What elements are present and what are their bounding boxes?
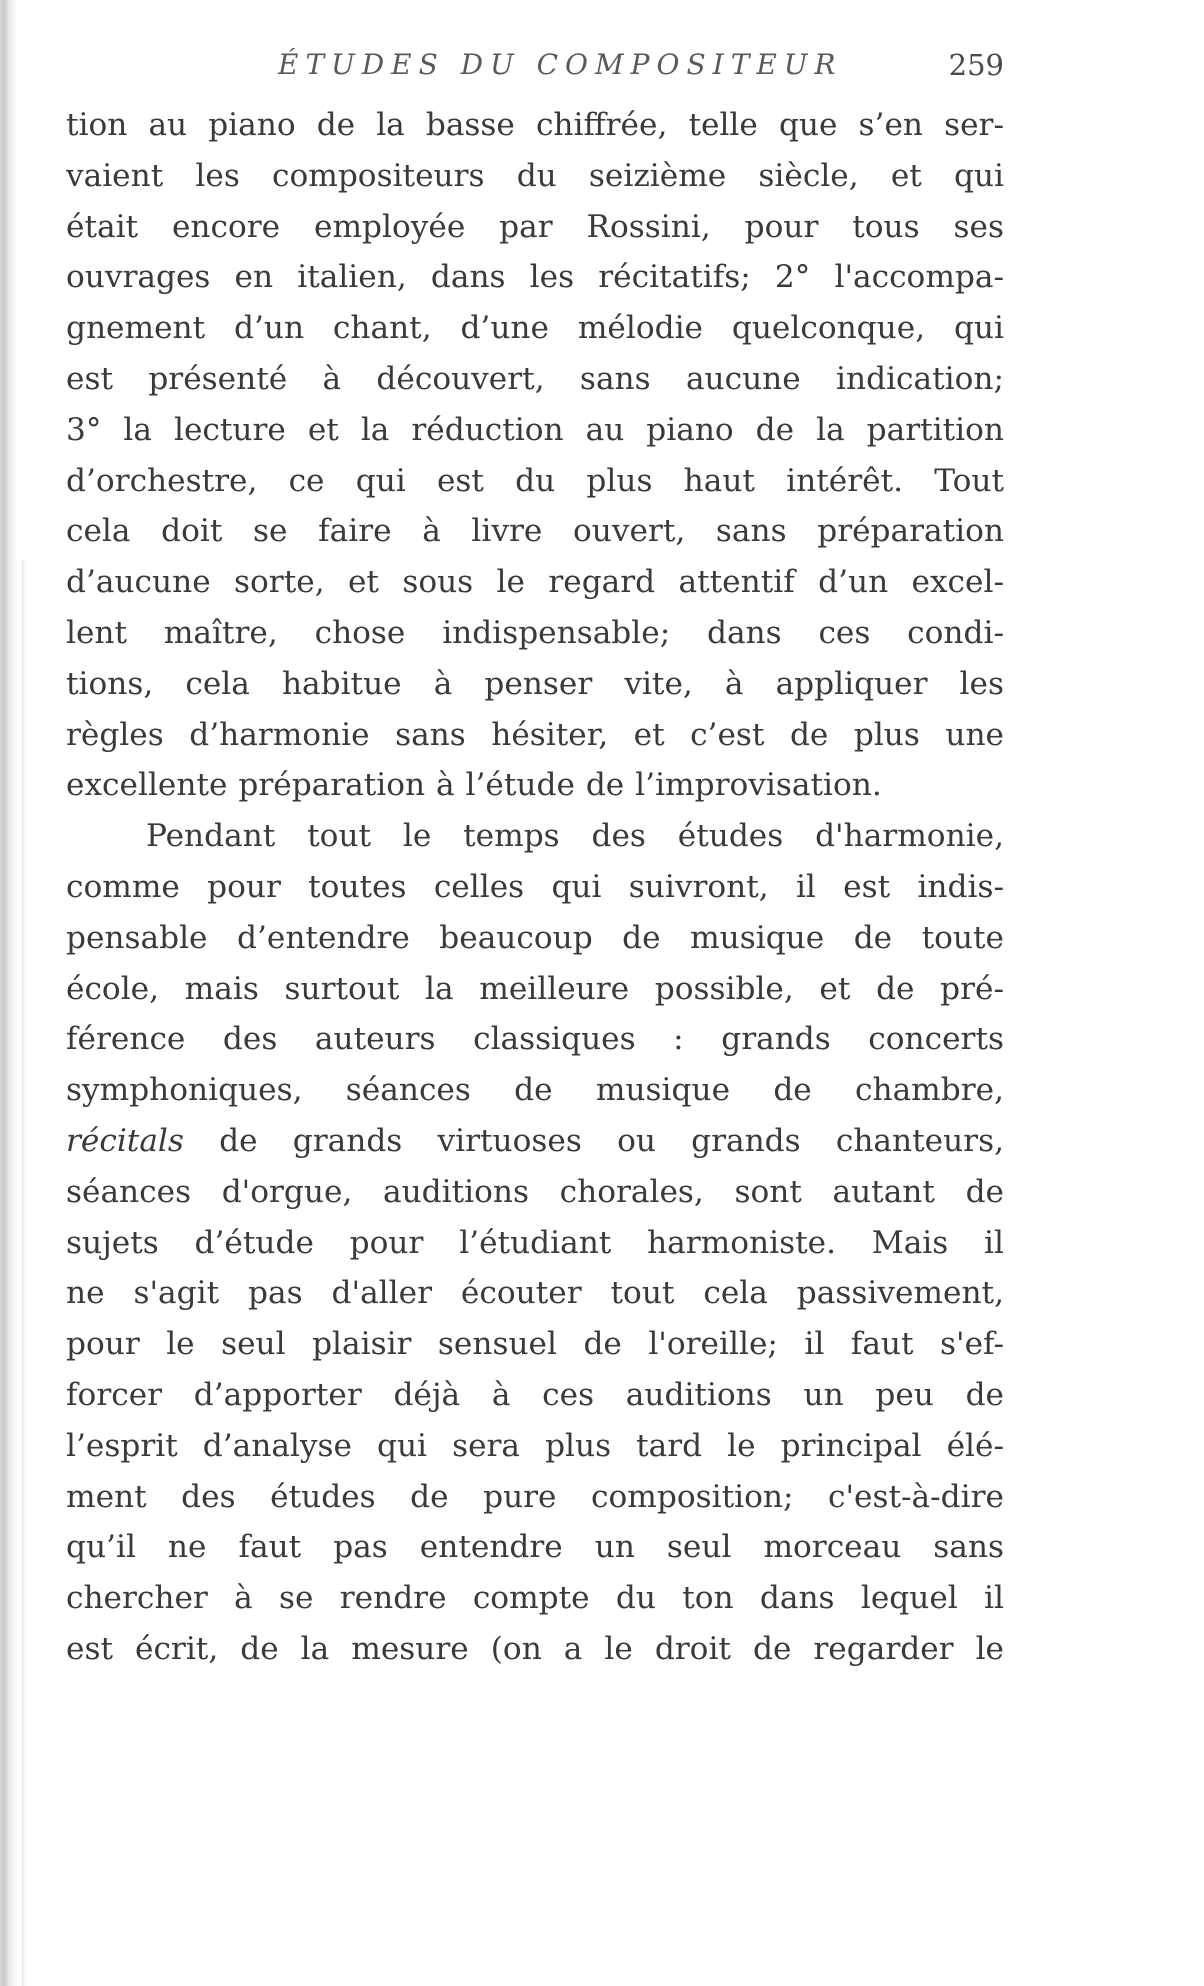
text-line: est écrit, de la mesure (on a le droit de regarder le [66,1630,1004,1667]
page-binding-edge [0,0,18,1986]
text-line: chercher à se rendre compte du ton dans lequel il [66,1580,1004,1617]
text-line: cela doit se faire à livre ouvert, sans préparation [66,513,1004,550]
text-line: forcer d’apporter déjà à ces auditions un peu de [66,1376,1004,1413]
text-line: règles d’harmonie sans hésiter, et c’est de plus une [66,716,1004,753]
page-number: 259 [948,48,1004,82]
text-line: école, mais surtout la meilleure possible, et de pré- [66,970,1004,1007]
text-line: sujets d’étude pour l’étudiant harmoniste. Mais il [66,1224,1004,1261]
page-header [60,48,1004,88]
text-line: symphoniques, séances de musique de chambre, [66,1072,1004,1109]
text-line-with-italic [66,1116,1004,1167]
text-line: est présenté à découvert, sans aucune indication; [66,360,1004,397]
text-line: excellente préparation à l’étude de l’improvisation. [66,767,882,804]
body-text [66,100,1004,1675]
text-line: ne s'agit pas d'aller écouter tout cela passivement, [66,1275,1004,1312]
text-line: d’orchestre, ce qui est du plus haut intérêt. Tout [66,462,1004,499]
text-line: qu’il ne faut pas entendre un seul morceau sans [66,1529,1004,1566]
text-line: séances d'orgue, auditions chorales, sont autant de [66,1173,1004,1210]
text-line: ment des études de pure composition; c'est-à-dire [66,1478,1004,1515]
italic-word: récitals [66,1122,184,1159]
text-line: était encore employée par Rossini, pour tous ses [66,208,1004,245]
text-line: comme pour toutes celles qui suivront, il est indis- [66,868,1004,905]
text-line: d’aucune sorte, et sous le regard attentif d’un excel- [66,564,1004,601]
text-line: tion au piano de la basse chiffrée, telle que s’en ser- [66,107,1004,143]
text-line: ouvrages en italien, dans les récitatifs; 2° l'accompa- [66,259,1004,296]
line-remainder: de grands virtuoses ou grands chanteurs, [219,1122,1004,1159]
page-shadow [22,560,25,1986]
paragraph-first-line: Pendant tout le temps des études d'harmonie, [146,818,1004,855]
running-title: ÉTUDES DU COMPOSITEUR [278,48,843,81]
text-line: vaient les compositeurs du seizième siècle, et qui [66,157,1004,194]
text-line: 3° la lecture et la réduction au piano de la partition [66,411,1004,448]
text-line: férence des auteurs classiques : grands concerts [66,1021,1004,1058]
text-line: pour le seul plaisir sensuel de l'oreille; il faut s'ef- [66,1326,1004,1363]
text-line: tions, cela habitue à penser vite, à appliquer les [66,665,1004,702]
text-line: pensable d’entendre beaucoup de musique de toute [66,919,1004,956]
text-line: l’esprit d’analyse qui sera plus tard le principal élé- [66,1427,1004,1464]
text-line: gnement d’un chant, d’une mélodie quelconque, qui [66,310,1004,347]
text-line: lent maître, chose indispensable; dans ces condi- [66,614,1004,651]
